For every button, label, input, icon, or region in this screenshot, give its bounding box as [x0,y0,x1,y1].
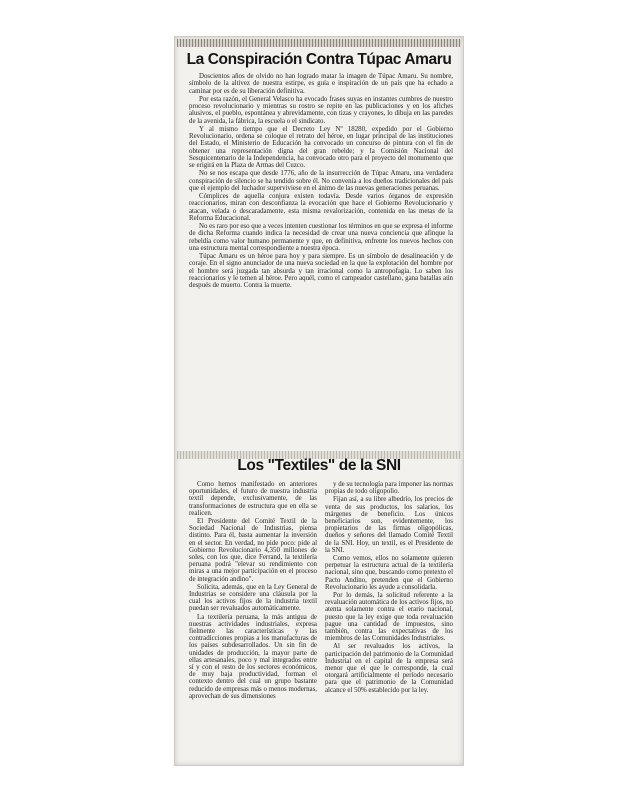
paragraph: Y al mismo tiempo que el Decreto Ley Nº 18280, expedido por el Gobierno Revolucionario, ordena se coloque el retrato del héroe, en lugar principal de las instituciones del Estado, el Ministerio de Educación ha convocado un concurso de pintura con el fin de obtener una representación digna del gran rebelde; y la Comisión Nacional del Sesquicentenario de la Independencia, ha convocado otro para el proyecto del monumento que se erigirá en la Plaza de Armas del Cuzco. [189,125,453,170]
paragraph: Por lo demás, la solicitud referente a la revaluación automática de los activos fijos, no atenta solamente contra el erario nacional, puesto que la ley exige que toda revaluación pague una cantidad de impuestos, sino también, contra las expectativas de los miembros de las Comunidades Industriales. [325,592,453,643]
paragraph: Como vemos, ellos no solamente quieren perpetuar la estructura actual de la textilería nacional, sino que, buscando como pretexto el Pacto Andino, pretenden que el Gobierno Revolucionario les ayude a consolidarla. [325,555,453,591]
left-column [189,481,317,700]
paragraph: Cómplices de aquella conjura existen todavía. Desde varios órganos de expresión reaccionarios, miran con desconfianza la evocación que hace el Gobierno Revolucionario y atacan, velada o descaradamente, esta misma revalorización, contenida en las metas de la Reforma Educacional. [189,192,453,222]
article-title-textiles: Los "Textiles" de la SNI [237,457,401,474]
paragraph: y de su tecnología para imponer las normas propias de todo oligopolio. [325,481,453,496]
paragraph: No es raro por eso que a veces intenten cuestionar los términos en que se expresa el informe de dicha Reforma cuando indica la necesidad de crear una nueva conciencia que afinque la rebeldía como valor humano permanente y que, en definitiva, enfrente los nuevos hechos con una estructura mental correspondiente a nuestra época. [189,222,453,252]
paragraph: El Presidente del Comité Textil de la Sociedad Nacional de Industrias, piensa distinto. Para él, basta aumentar la inversión en el sector. En verdad, no pide poco: pide al Gobierno Revolucionario 4,350 millones de soles, con los que, dice Ferrand, la textilería peruana podrá "elevar su rendimiento con miras a una mejor participación en el proceso de integración andino". [189,518,317,583]
paragraph: Por esta razón, el General Velasco ha evocado frases suyas en instantes cumbres de nuestro proceso revolucionario y mientras su rostro se repite en las publicaciones y en los afiches alusivos, el pueblo, espontánea y abrevidamente, con tizas y crayones, lo dibuja en las paredes de la avenida, la fábrica, la escuela o el sindicato. [189,95,453,125]
paragraph: La textilería peruana, la más antigua de nuestras actividades industriales, expresa fielmente las características y las contradicciones propias a los manufacturas de los países subdesarrollados. Un sin fin de unidades de producción, la mayor parte de ellas artesanales, poco y mal integrados entre sí y con el resto de los sectores económicos, de muy baja productividad, forman el contexto dentro del cual un grupo bastante reducido de empresas más o menos modernas, aprovechan de sus dimensiones [189,613,317,700]
paragraph: Túpac Amaru es un héroe para hoy y para siempre. Es un símbolo de desalineación y de coraje. En el signo anunciador de una nueva sociedad en la que la explotación del hombre por el hombre será juzgada tan absurda y tan irracional como la antropofagia. Lo saben los reaccionarios y le temen al héroe. Pero aquél, como el campeador castellano, gana batallas aún después de muerto. Contra la muerte. [189,252,453,290]
article-body-tupac-amaru [189,73,453,290]
paragraph: Doscientos años de olvido no han logrado matar la imagen de Túpac Amaru. Su nombre, símbolo de la altivez de nuestra estirpe, es guía e inspiración de un país que ha echado a caminar por es de su liberación definitiva. [189,73,453,95]
paragraph: Solicita, además, que en la Ley General de Industrias se considere una cláusula por la cual los activos fijos de la industria textil puedan ser revaluados automáticamente. [189,583,317,613]
paragraph: Fijan así, a su libre albedrío, los precios de venta de sus productos, los salarios, los márgenes de beneficio. Los únicos beneficiarios son, evidentemente, los propietarios de las firmas oligopólicas, dueños y señores del llamado Comité Textil de la SNI. Hoy, un textil, es el Presidente de la SNI. [325,496,453,554]
article-title-tupac-amaru: La Conspiración Contra Túpac Amaru [186,51,452,68]
top-border-rule [177,39,461,47]
paragraph: Al ser revaluados los activos, la participación del patrimonio de la Comunidad Industrial en el capital de la empresa será menor que el que le corresponde, la cual otorgará artificialmente el período necesario para que el patrimonio de la Comunidad alcance el 50% establecido por la ley. [325,643,453,694]
newspaper-clipping [174,36,464,766]
paragraph: No se nos escapa que desde 1776, año de la insurrección de Túpac Amaru, una verdadera conspiración de silencio se ha tendido sobre él. No convenía a los dueños tradicionales del país que el ejemplo del luchador superviviese en el ánimo de las nuevas generaciones peruanas. [189,170,453,192]
paragraph: Como hemos manifestado en anteriores oportunidades, el futuro de nuestra industria textil depende, exclusivamente, de las transformaciones de estructura que en ella se realicen. [189,481,317,517]
article-body-textiles [189,481,453,700]
right-column [325,481,453,700]
